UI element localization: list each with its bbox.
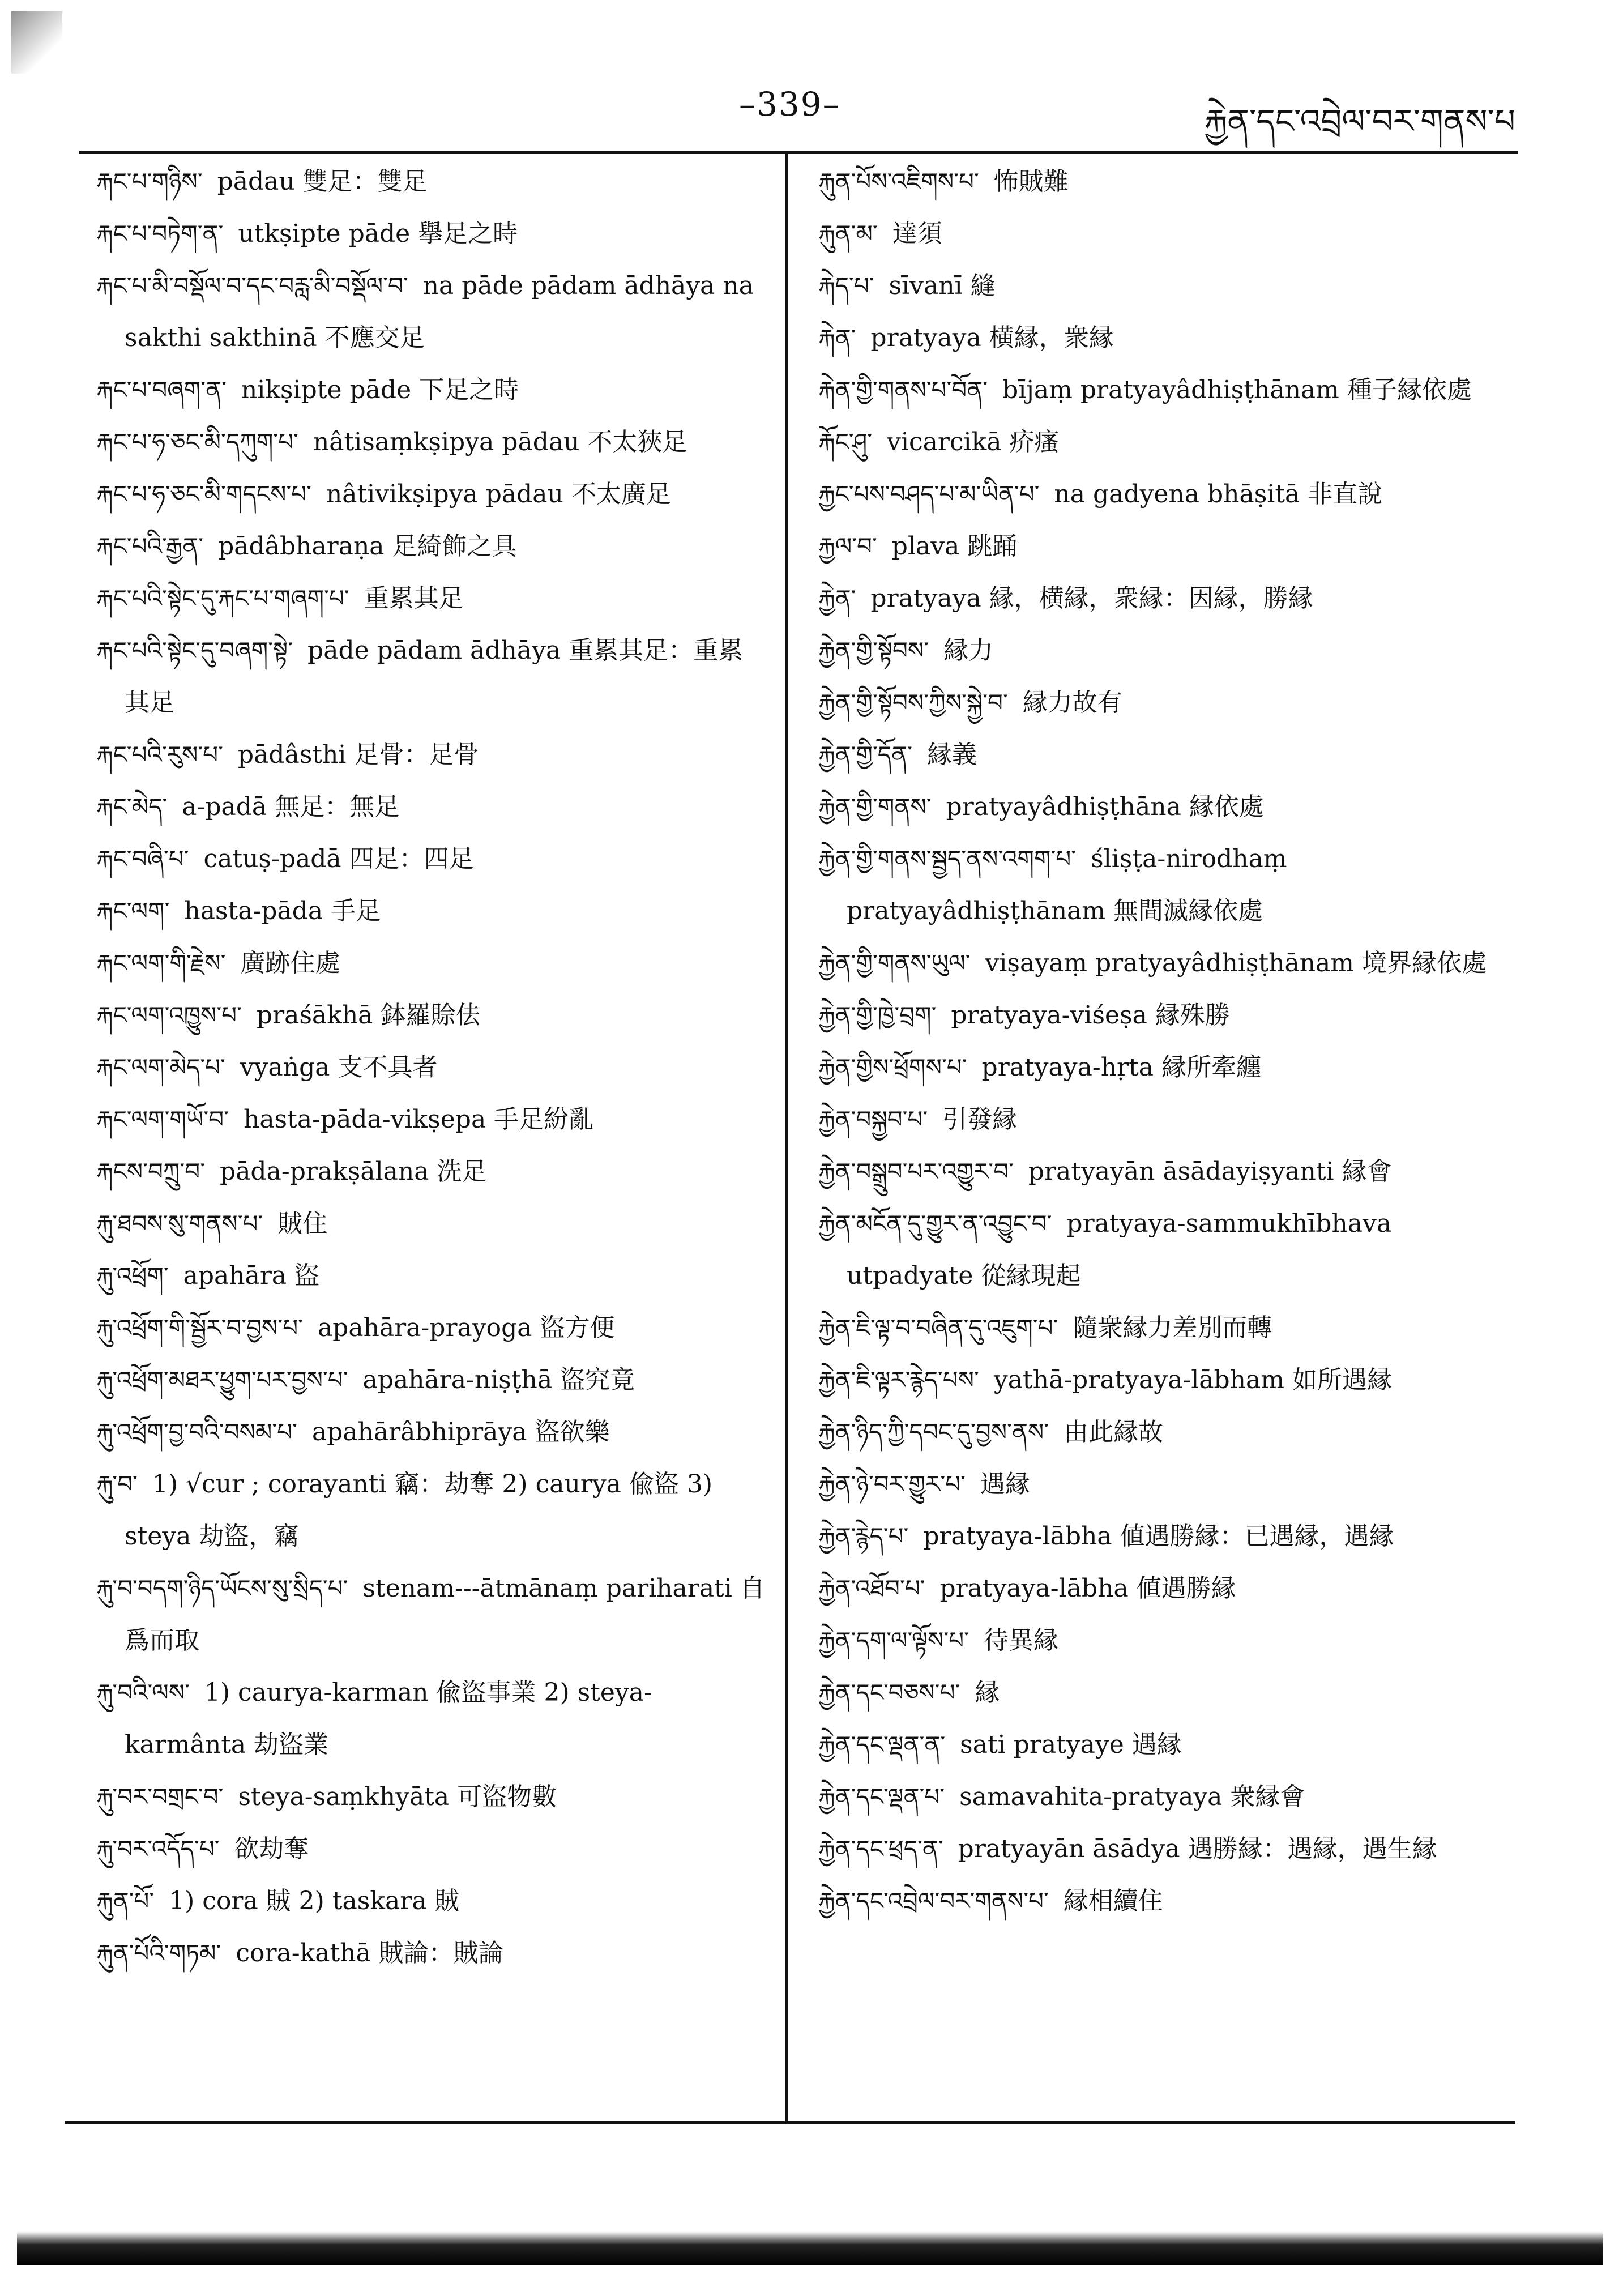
entry-gloss: 重累其足 xyxy=(364,584,464,613)
dictionary-entry xyxy=(818,364,1495,416)
dictionary-entry xyxy=(96,364,767,416)
entry-gloss: stenam---ātmānaṃ pariharati 自爲而取 xyxy=(125,1574,765,1655)
tibetan-headword: རྐང་པའི་སྟེང་དུ་བཞག་སྟེ་ xyxy=(96,637,293,664)
dictionary-entry xyxy=(96,1927,767,1979)
tibetan-headword: རྐྱེན་དང་ལྡན་ན་ xyxy=(818,1731,946,1759)
dictionary-entry xyxy=(818,520,1495,573)
dictionary-entry xyxy=(818,833,1495,937)
tibetan-headword: རྐུན་མ་ xyxy=(818,220,878,247)
entry-gloss: śliṣṭa-nirodhaṃ pratyayâdhiṣṭhānam 無間滅縁依處 xyxy=(847,844,1287,925)
bottom-rule xyxy=(65,2121,1515,2124)
entry-gloss: apahāra 盜 xyxy=(183,1261,320,1290)
entry-gloss: 廣跡住處 xyxy=(240,949,340,978)
entry-gloss: pratyaya 縁，横縁，衆縁：因縁，勝縁 xyxy=(870,584,1313,613)
tibetan-headword: རྐྱེན་ཉེ་བར་གྱུར་པ་ xyxy=(818,1470,966,1498)
running-head: རྐྱེན་དང་འབྲེལ་བར་གནས་པ xyxy=(1204,102,1515,140)
entry-gloss: bījaṃ pratyayâdhiṣṭhānam 種子縁依處 xyxy=(1002,375,1472,404)
dictionary-entry xyxy=(818,156,1495,208)
tibetan-headword: རྐྱེན་ཇི་ལྟ་བ་བཞིན་དུ་འཇུག་པ་ xyxy=(818,1314,1058,1342)
entry-gloss: apahārâbhiprāya 盜欲樂 xyxy=(311,1418,610,1446)
entry-gloss: pratyaya-lābha 値遇勝縁 xyxy=(939,1574,1236,1603)
dictionary-entry xyxy=(818,260,1495,312)
tibetan-headword: རྐུ་འཕྲོག་ xyxy=(96,1262,169,1290)
dictionary-entry xyxy=(96,520,767,573)
dictionary-entry xyxy=(96,989,767,1042)
dictionary-entry xyxy=(818,416,1495,468)
entry-gloss: 由此縁故 xyxy=(1064,1418,1164,1446)
tibetan-headword: རྐུ་བ་ xyxy=(96,1470,138,1498)
dictionary-entry xyxy=(96,1563,767,1667)
entry-gloss: pratyaya 横縁，衆縁 xyxy=(870,323,1114,352)
dictionary-entry xyxy=(96,1250,767,1302)
entry-gloss: nâtivikṣipya pādau 不太廣足 xyxy=(326,480,671,509)
dictionary-entry xyxy=(818,781,1495,833)
tibetan-headword: རྐང་པ་ཧ་ཅང་མི་དཀུག་པ་ xyxy=(96,428,298,456)
entry-gloss: cora-kathā 賊論：賊論 xyxy=(236,1939,503,1968)
entry-gloss: pāda-prakṣālana 洗足 xyxy=(220,1157,487,1186)
tibetan-headword: རྐུ་ཐབས་སུ་གནས་པ་ xyxy=(96,1210,263,1237)
dictionary-entry xyxy=(96,833,767,885)
tibetan-headword: རྐྱེན་གྱི་དོན་ xyxy=(818,741,912,769)
entry-gloss: apahāra-niṣṭhā 盜究竟 xyxy=(362,1365,635,1394)
dictionary-entry xyxy=(96,468,767,520)
entry-gloss: 遇縁 xyxy=(980,1470,1030,1499)
dictionary-entry xyxy=(96,1302,767,1354)
dictionary-entry xyxy=(818,573,1495,625)
tibetan-headword: རྐུ་བར་བགྲང་བ་ xyxy=(96,1783,224,1811)
entry-gloss: yathā-pratyaya-lābham 如所遇縁 xyxy=(993,1365,1392,1394)
dictionary-entry xyxy=(818,989,1495,1042)
dictionary-entry xyxy=(96,416,767,468)
entry-gloss: 縁相續住 xyxy=(1063,1887,1163,1915)
tibetan-headword: རྐང་པའི་སྟེང་དུ་རྐང་པ་གཞག་པ་ xyxy=(96,584,349,612)
tibetan-headword: རྐང་མེད་ xyxy=(96,793,168,821)
entry-gloss: nikṣipte pāde 下足之時 xyxy=(241,375,519,404)
dictionary-entry xyxy=(96,1406,767,1458)
entry-gloss: na gadyena bhāṣitā 非直說 xyxy=(1054,480,1383,509)
entry-gloss: 縁力故有 xyxy=(1022,688,1122,717)
tibetan-headword: རྐྱལ་བ་ xyxy=(818,532,877,560)
tibetan-headword: རྐུ་བར་འདོད་པ་ xyxy=(96,1835,220,1863)
tibetan-headword: རྐྱེན་འཐོབ་པ་ xyxy=(818,1574,925,1602)
tibetan-headword: རྐུ་འཕྲོག་གི་སྦྱོར་བ་བྱས་པ་ xyxy=(96,1314,303,1342)
dictionary-entry xyxy=(818,1667,1495,1719)
entry-gloss: 縁力 xyxy=(943,636,994,665)
dictionary-entry xyxy=(96,729,767,781)
tibetan-headword: རྐུན་པོ་ xyxy=(96,1887,155,1915)
dictionary-entry xyxy=(818,312,1495,364)
entry-gloss: samavahita-pratyaya 衆縁會 xyxy=(959,1782,1305,1811)
entry-gloss: pratyaya-hṛta 縁所牽纏 xyxy=(981,1053,1261,1082)
tibetan-headword: རྐོང་ཤུ་ xyxy=(818,428,873,456)
entry-gloss: sīvanī 縫 xyxy=(889,271,996,300)
tibetan-headword: རྐྱེན་གྱི་གནས་ཡུལ་ xyxy=(818,949,971,977)
tibetan-headword: རྐྱང་པས་བཤད་པ་མ་ཡིན་པ་ xyxy=(818,480,1040,508)
tibetan-headword: རྐངས་བཀྲུ་བ་ xyxy=(96,1158,206,1185)
tibetan-headword: རྐྱེན་དང་འབྲེལ་བར་གནས་པ་ xyxy=(818,1887,1049,1915)
entry-gloss: 1) caurya-karman 偸盜事業 2) steya-karmânta 劫盜業 xyxy=(125,1678,652,1759)
tibetan-headword: རྐྱེན་དང་ལྡན་པ་ xyxy=(818,1783,945,1811)
entry-gloss: pratyayān āsādayiṣyanti 縁會 xyxy=(1028,1157,1392,1186)
entry-gloss: 欲劫奪 xyxy=(234,1834,309,1863)
dictionary-entry xyxy=(818,937,1495,989)
tibetan-headword: རྐུན་པོས་འཇིགས་པ་ xyxy=(818,168,979,195)
entry-gloss: pādâsthi 足骨：足骨 xyxy=(237,740,479,769)
dictionary-entry xyxy=(818,1302,1495,1354)
entry-gloss: pratyayān āsādya 遇勝縁：遇縁，遇生縁 xyxy=(958,1834,1437,1863)
dictionary-entry xyxy=(818,677,1495,729)
entry-gloss: 1) √cur ; corayanti 竊：劫奪 2) caurya 偸盜 3) steya 劫盜，竊 xyxy=(125,1470,713,1551)
entry-gloss: vyaṅga 支不具者 xyxy=(240,1053,438,1082)
tibetan-headword: རྐྱེན་ xyxy=(818,584,856,612)
dictionary-entry xyxy=(96,260,767,364)
dictionary-entry xyxy=(818,1146,1495,1198)
dictionary-entry xyxy=(818,625,1495,677)
dictionary-entry xyxy=(96,1354,767,1406)
tibetan-headword: རྐྱེན་བསྒྲུབ་པར་འགྱུར་བ་ xyxy=(818,1158,1014,1185)
tibetan-headword: རྐུ་འཕྲོག་བྱ་བའི་བསམ་པ་ xyxy=(96,1418,297,1446)
tibetan-headword: རྐང་ལག་འཁྱུས་པ་ xyxy=(96,1001,242,1029)
entry-gloss: 1) cora 賊 2) taskara 賊 xyxy=(169,1887,460,1915)
entry-gloss: steya-saṃkhyāta 可盜物數 xyxy=(238,1782,557,1811)
entry-gloss: 引發縁 xyxy=(942,1105,1018,1134)
tibetan-headword: རྐང་པ་གཉིས་ xyxy=(96,168,203,195)
entry-gloss: a-padā 無足：無足 xyxy=(182,792,400,821)
tibetan-headword: རྐྱེན་རྙེད་པ་ xyxy=(818,1522,909,1550)
tibetan-headword: རྐྱེན་གྱི་ཁྱེ་བྲག་ xyxy=(818,1001,937,1029)
dictionary-entry xyxy=(96,1146,767,1198)
entry-gloss: 隨衆縁力差別而轉 xyxy=(1073,1313,1272,1342)
tibetan-headword: རྐུན་པོའི་གཏམ་ xyxy=(96,1939,221,1967)
tibetan-headword: རྐྱེན་དག་ལ་ལྟོས་པ་ xyxy=(818,1627,969,1654)
dictionary-entry xyxy=(818,1823,1495,1875)
dictionary-entry xyxy=(818,1719,1495,1771)
tibetan-headword: རྐང་ལག་གཡོ་བ་ xyxy=(96,1106,229,1133)
dictionary-entry xyxy=(818,1510,1495,1563)
entry-gloss: 怖賊難 xyxy=(993,167,1069,196)
entry-gloss: 縁 xyxy=(975,1678,1000,1707)
tibetan-headword: རྐེན་ xyxy=(818,324,856,352)
entry-gloss: nâtisaṃkṣipya pādau 不太狹足 xyxy=(313,428,687,456)
tibetan-headword: རྐང་པ་བཞག་ན་ xyxy=(96,376,227,404)
tibetan-headword: རྐྱེན་བསྐྱབ་པ་ xyxy=(818,1106,928,1133)
entry-gloss: 待異縁 xyxy=(983,1626,1058,1655)
tibetan-headword: རྐྱེན་གྱི་སྟོབས་ཀྱིས་སྐྱེ་བ་ xyxy=(818,689,1008,716)
dictionary-entry xyxy=(818,1354,1495,1406)
entry-gloss: pratyaya-viśeṣa 縁殊勝 xyxy=(951,1001,1230,1030)
dictionary-entry xyxy=(96,885,767,937)
entry-gloss: plava 跳踊 xyxy=(891,532,1018,561)
dictionary-entry xyxy=(818,468,1495,520)
entry-gloss: pādau 雙足：雙足 xyxy=(217,167,428,196)
dictionary-entry xyxy=(96,208,767,260)
tibetan-headword: རྐེད་པ་ xyxy=(818,272,874,300)
right-column xyxy=(818,156,1495,1927)
dictionary-entry xyxy=(96,625,767,729)
dictionary-entry xyxy=(96,1875,767,1927)
dictionary-entry xyxy=(96,1094,767,1146)
tibetan-headword: རྐྱེན་གྱིས་ཕྲོགས་པ་ xyxy=(818,1053,967,1081)
entry-gloss: 縁義 xyxy=(926,740,977,769)
tibetan-headword: རྐང་པ་མི་བསྡོལ་བ་དང་བརླ་མི་བསྡོལ་བ་ xyxy=(96,272,408,300)
dictionary-entry xyxy=(818,1042,1495,1094)
dictionary-entry xyxy=(818,729,1495,781)
entry-gloss: vicarcikā 疥瘙 xyxy=(887,428,1060,456)
dictionary-entry xyxy=(96,1667,767,1771)
dictionary-entry xyxy=(96,573,767,625)
dictionary-entry xyxy=(96,1458,767,1563)
dictionary-entry xyxy=(818,1198,1495,1302)
tibetan-headword: རྐང་པ་བཏེག་ན་ xyxy=(96,220,224,247)
tibetan-headword: རྐྱེན་དང་ཕྲད་ན་ xyxy=(818,1835,943,1863)
tibetan-headword: རྐེན་གྱི་གནས་པ་བོན་ xyxy=(818,376,988,404)
tibetan-headword: རྐྱེན་གྱི་གནས་སྦྱད་ནས་འགག་པ་ xyxy=(818,845,1077,873)
dictionary-entry xyxy=(818,1875,1495,1927)
dictionary-entry xyxy=(818,1615,1495,1667)
tibetan-headword: རྐང་པའི་རུས་པ་ xyxy=(96,741,223,769)
column-divider xyxy=(785,151,788,2124)
tibetan-headword: རྐུ་འཕྲོག་མཐར་ཕྱུག་པར་བྱས་པ་ xyxy=(96,1366,348,1394)
entry-gloss: pratyayâdhiṣṭhāna 縁依處 xyxy=(946,792,1264,821)
tibetan-headword: རྐྱེན་མངོན་དུ་གྱུར་ན་འབྱུང་བ་ xyxy=(818,1210,1052,1237)
entry-gloss: hasta-pāda 手足 xyxy=(184,897,381,925)
top-rule xyxy=(79,151,1518,154)
entry-gloss: pratyaya-lābha 値遇勝縁：已遇縁，遇縁 xyxy=(923,1522,1394,1551)
tibetan-headword: རྐུ་བ་བདག་ཉིད་ཡོངས་སུ་སྲིད་པ་ xyxy=(96,1574,348,1602)
dictionary-entry xyxy=(96,1823,767,1875)
tibetan-headword: རྐང་པ་ཧ་ཅང་མི་གདངས་པ་ xyxy=(96,480,311,508)
entry-gloss: pāde pādam ādhāya 重累其足：重累其足 xyxy=(125,636,744,717)
tibetan-headword: རྐང་བཞི་པ་ xyxy=(96,845,189,873)
entry-gloss: 達須 xyxy=(892,219,942,248)
dictionary-entry xyxy=(818,1563,1495,1615)
entry-gloss: pratyaya-sammukhībhava utpadyate 從縁現起 xyxy=(847,1209,1392,1290)
entry-gloss: na pāde pādam ādhāya na sakthi sakthinā 不應交足 xyxy=(125,271,754,352)
entry-gloss: catuṣ-padā 四足：四足 xyxy=(203,844,474,873)
entry-gloss: hasta-pāda-vikṣepa 手足紛亂 xyxy=(243,1105,594,1134)
entry-gloss: pādâbharaṇa 足綺飾之具 xyxy=(218,532,517,561)
entry-gloss: viṣayaṃ pratyayâdhiṣṭhānam 境界縁依處 xyxy=(985,949,1487,978)
dictionary-entry xyxy=(818,1094,1495,1146)
dictionary-entry xyxy=(96,1042,767,1094)
entry-gloss: apahāra-prayoga 盜方便 xyxy=(317,1313,615,1342)
left-column xyxy=(96,156,767,1979)
dictionary-entry xyxy=(96,1771,767,1823)
dictionary-entry xyxy=(818,1406,1495,1458)
tibetan-headword: རྐྱེན་གྱི་གནས་ xyxy=(818,793,932,821)
tibetan-headword: རྐང་པའི་རྒྱན་ xyxy=(96,532,204,560)
dictionary-entry xyxy=(96,156,767,208)
dictionary-entry xyxy=(818,1458,1495,1510)
entry-gloss: praśākhā 鉢羅賒佉 xyxy=(256,1001,481,1030)
tibetan-headword: རྐྱེན་གྱི་སྟོབས་ xyxy=(818,637,929,664)
tibetan-headword: རྐང་ལག་གི་རྗེས་ xyxy=(96,949,226,977)
scan-edge xyxy=(17,2231,1603,2265)
dictionary-entry xyxy=(96,781,767,833)
scan-shadow xyxy=(11,11,62,74)
dictionary-entry xyxy=(818,1771,1495,1823)
tibetan-headword: རྐྱེན་ཉིད་ཀྱི་དབང་དུ་བྱས་ནས་ xyxy=(818,1418,1049,1446)
tibetan-headword: རྐྱེན་དང་བཅས་པ་ xyxy=(818,1679,960,1706)
dictionary-entry xyxy=(96,937,767,989)
dictionary-entry xyxy=(818,208,1495,260)
tibetan-headword: རྐུ་བའི་ལས་ xyxy=(96,1679,190,1706)
dictionary-entry xyxy=(96,1198,767,1250)
tibetan-headword: རྐྱེན་ཇི་ལྟར་རྙེད་པས་ xyxy=(818,1366,979,1394)
entry-gloss: 賊住 xyxy=(277,1209,328,1238)
tibetan-headword: རྐང་ལག་མེད་པ་ xyxy=(96,1053,225,1081)
entry-gloss: sati pratyaye 遇縁 xyxy=(960,1730,1182,1759)
page-number: –339– xyxy=(739,85,840,123)
tibetan-headword: རྐང་ལག་ xyxy=(96,897,170,925)
entry-gloss: utkṣipte pāde 擧足之時 xyxy=(238,219,518,248)
